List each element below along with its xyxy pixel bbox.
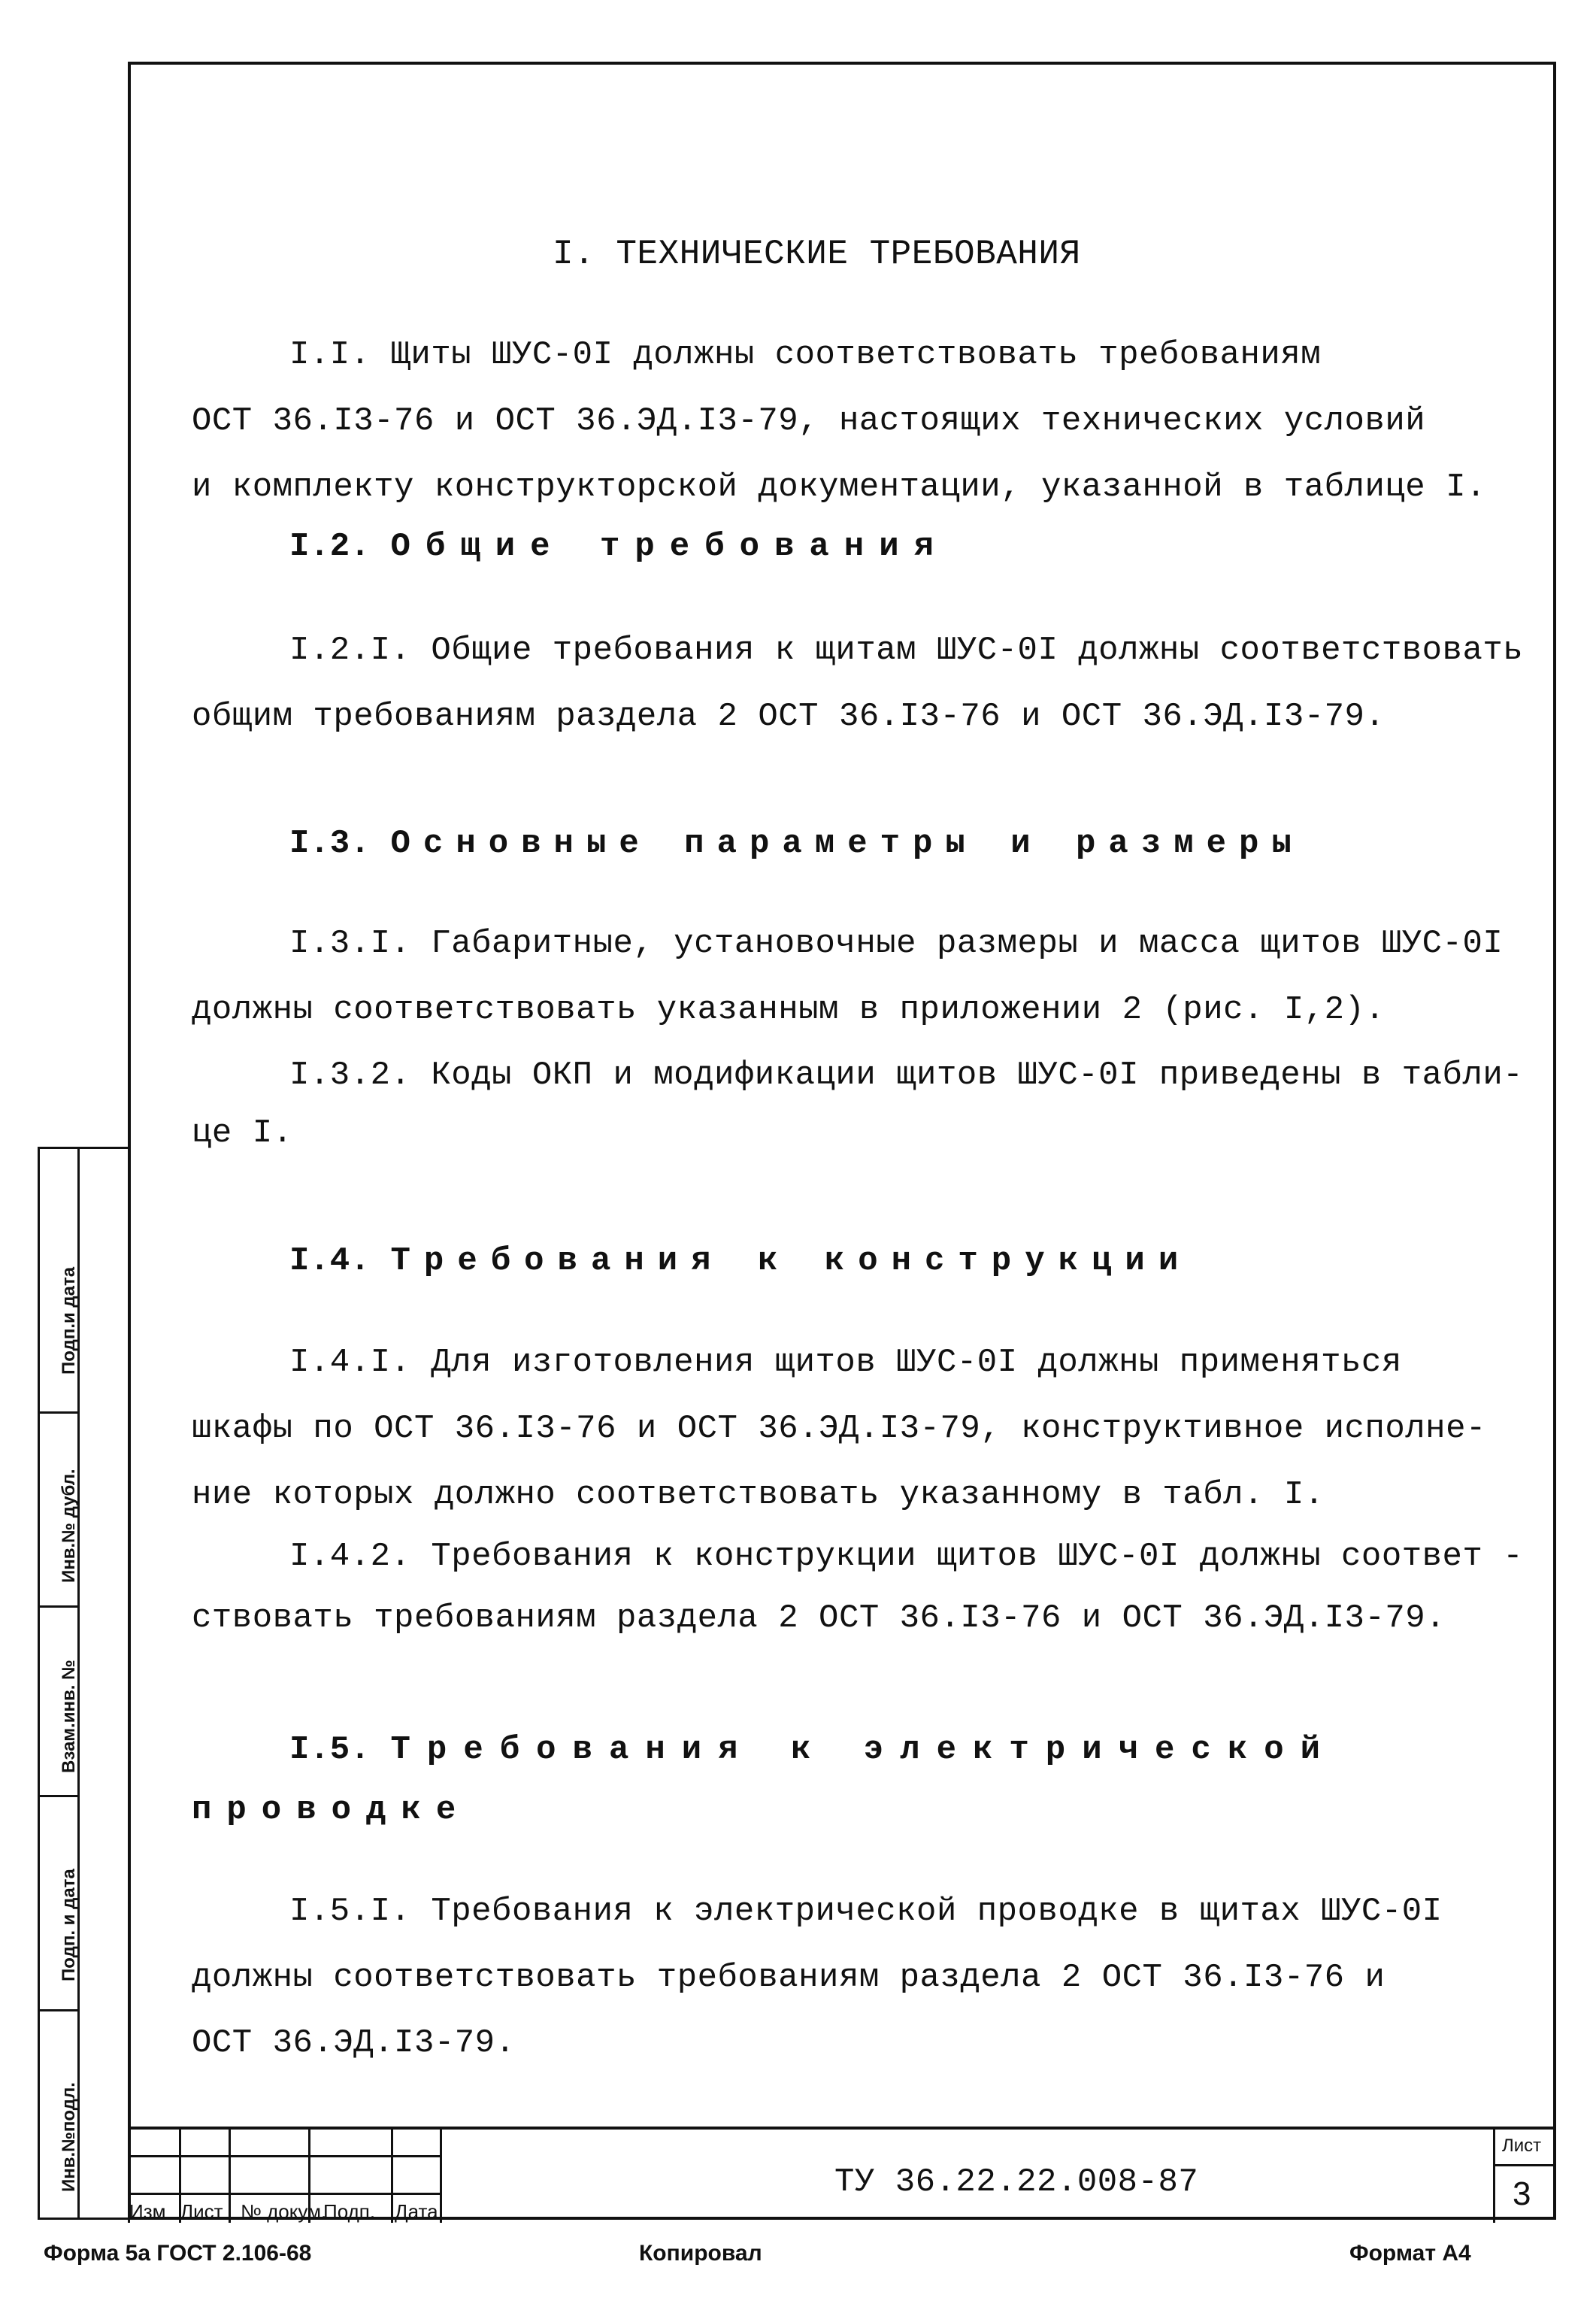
footer-copied: Копировал	[639, 2241, 762, 2266]
subsection-1-5-heading-line1	[289, 1731, 1337, 1769]
strip-label-inv-dubl: Инв.№ дубл.	[59, 1469, 79, 1583]
paragraph-1-4-2-line2: ствовать требованиям раздела 2 ОСТ 36.I3-76 и ОСТ 36.ЭД.I3-79.	[192, 1599, 1446, 1637]
title-block-izm: Изм	[129, 2200, 166, 2223]
paragraph-1-4-2-line1: I.4.2. Требования к конструкции щитов ШУС-0I должны соответ -	[289, 1538, 1524, 1575]
paragraph-1-2-1-line1: I.2.I. Общие требования к щитам ШУС-0I должны соответствовать	[289, 632, 1524, 669]
paragraph-1-3-2-line1: I.3.2. Коды ОКП и модификации щитов ШУС-0I приведены в табли-	[289, 1056, 1524, 1094]
side-stamp-strip	[38, 1147, 128, 2220]
footer-form: Форма 5а ГОСТ 2.106-68	[44, 2241, 312, 2266]
paragraph-1-3-1-line2: должны соответствовать указанным в приложении 2 (рис. I,2).	[192, 991, 1386, 1029]
paragraph-1-5-1-line1: I.5.I. Требования к электрической проводке в щитах ШУС-0I	[289, 1893, 1443, 1930]
paragraph-1-3-2-line2: це I.	[192, 1114, 293, 1152]
paragraph-1-3-1-line1: I.3.I. Габаритные, установочные размеры и масса щитов ШУС-0I	[289, 925, 1504, 962]
subsection-1-2-heading	[289, 530, 949, 563]
footer-format: Формат А4	[1349, 2241, 1471, 2266]
document-designation: ТУ 36.22.22.008-87	[834, 2163, 1199, 2201]
paragraph-1-1-line2: ОСТ 36.I3-76 и ОСТ 36.ЭД.I3-79, настоящих технических условий	[192, 402, 1426, 440]
subsection-1-5-title-line1: Требования к электрической	[390, 1731, 1337, 1769]
subsection-1-4-heading	[289, 1244, 1192, 1278]
subsection-1-4-number: I.4.	[289, 1242, 371, 1280]
strip-label-podp-data-1: Подп.и дата	[59, 1266, 79, 1375]
title-block-n-dokum: № докум.	[241, 2200, 327, 2223]
paragraph-1-1-line3: и комплекту конструкторской документации, указанной в таблице I.	[192, 468, 1486, 506]
subsection-1-2-title: Общие требования	[390, 528, 949, 565]
strip-cell-inv-podl	[40, 2011, 77, 2222]
strip-cell-podp-data-2	[40, 1797, 77, 2011]
sheet-number: 3	[1513, 2175, 1531, 2212]
paragraph-1-4-1-line2: шкафы по ОСТ 36.I3-76 и ОСТ 36.ЭД.I3-79, конструктивное исполне-	[192, 1410, 1486, 1448]
strip-cell-inv-dubl	[40, 1414, 77, 1608]
paragraph-1-4-1-line3: ние которых должно соответствовать указанному в табл. I.	[192, 1476, 1325, 1514]
paragraph-1-1-line1: I.I. Щиты ШУС-0I должны соответствовать требованиям	[289, 336, 1322, 374]
strip-cell-podp-data-1	[40, 1149, 77, 1414]
paragraph-1-5-1-line3: ОСТ 36.ЭД.I3-79.	[192, 2024, 516, 2062]
strip-cell-vzam-inv	[40, 1608, 77, 1797]
strip-label-inv-podl: Инв.№подл.	[59, 2082, 79, 2192]
sheet-label: Лист	[1502, 2136, 1542, 2156]
subsection-1-5-number: I.5.	[289, 1731, 371, 1769]
subsection-1-5-title-line2: проводке	[192, 1791, 471, 1829]
paragraph-1-2-1-line2: общим требованиям раздела 2 ОСТ 36.I3-76 и ОСТ 36.ЭД.I3-79.	[192, 698, 1386, 735]
strip-label-podp-data-2: Подп. и дата	[59, 1869, 79, 1981]
title-block-podp: Подп.	[323, 2200, 376, 2223]
subsection-1-3-number: I.3.	[289, 825, 371, 862]
subsection-1-3-heading	[289, 827, 1304, 860]
subsection-1-3-title: Основные параметры и размеры	[390, 825, 1304, 862]
subsection-1-4-title: Требования к конструкции	[390, 1242, 1192, 1280]
paragraph-1-5-1-line2: должны соответствовать требованиям раздела 2 ОСТ 36.I3-76 и	[192, 1959, 1386, 1996]
title-block-data: Дата	[395, 2200, 438, 2223]
title-block	[128, 2127, 1556, 2223]
section-heading: I. ТЕХНИЧЕСКИЕ ТРЕБОВАНИЯ	[553, 235, 1081, 274]
title-block-list: Лист	[180, 2200, 223, 2223]
strip-label-vzam-inv: Взам.инв. №	[59, 1660, 79, 1773]
subsection-1-2-number: I.2.	[289, 528, 371, 565]
paragraph-1-4-1-line1: I.4.I. Для изготовления щитов ШУС-0I должны применяться	[289, 1344, 1402, 1381]
